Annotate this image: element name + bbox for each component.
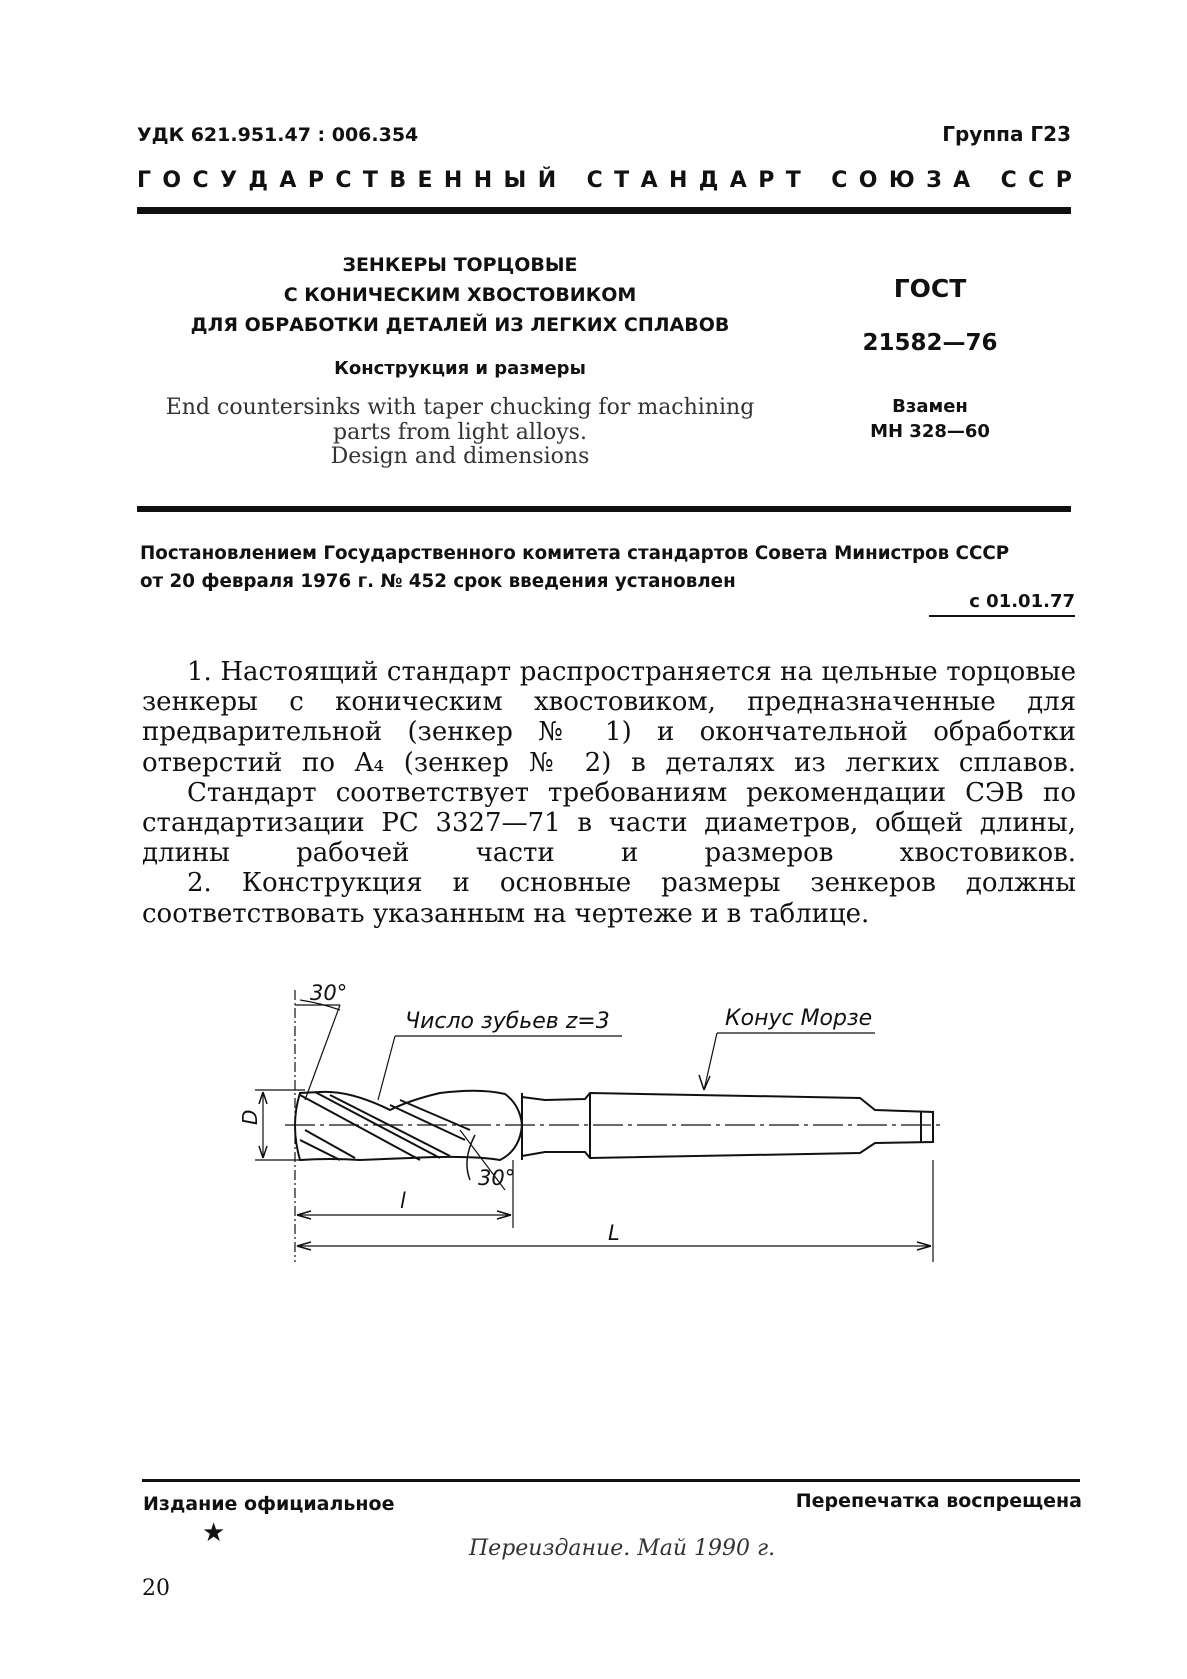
gost-label: ГОСТ — [893, 274, 967, 303]
paragraph: 2. Конструкция и основные размеры зенкеров должны соответствовать указанным на чертеже и в таблице. — [142, 868, 1076, 929]
morse-taper-label: Конус Морзе — [725, 1006, 873, 1031]
replaces-standard: МН 328—60 — [870, 421, 990, 442]
total-length-label: L — [608, 1221, 620, 1245]
header-rule — [137, 207, 1071, 214]
footer-rule — [142, 1479, 1080, 1482]
state-standard-heading: ГОСУДАРСТВЕННЫЙ СТАНДАРТ СОЮЗА ССР — [137, 168, 1084, 193]
effective-date: с 01.01.77 — [929, 591, 1075, 617]
official-edition: Издание официальное — [143, 1493, 395, 1515]
title-line: ЗЕНКЕРЫ ТОРЦОВЫЕ — [342, 254, 578, 276]
title-line: С КОНИЧЕСКИМ ХВОСТОВИКОМ — [283, 284, 637, 306]
title-line: ДЛЯ ОБРАБОТКИ ДЕТАЛЕЙ ИЗ ЛЕГКИХ СПЛАВОВ — [190, 314, 730, 336]
paragraph: Стандарт соответствует требованиям рекомендации СЭВ по стандартизации РС 3327—71 в части диаметров, общей длины, длины рабочей части и размеров хвостовиков. — [142, 777, 1076, 869]
title-en-line: End countersinks with taper chucking for machining — [165, 395, 755, 420]
countersink-drawing — [238, 970, 960, 1270]
title-subtitle: Конструкция и размеры — [334, 358, 586, 379]
title-en — [160, 396, 760, 470]
angle-top-label: 30° — [310, 981, 348, 1005]
page-number: 20 — [142, 1576, 170, 1601]
star-icon: ★ — [202, 1518, 226, 1548]
diameter-label: D — [238, 1109, 262, 1125]
body-text — [142, 657, 1076, 929]
angle-bottom-label: 30° — [478, 1166, 516, 1190]
udk-code: УДК 621.951.47 : 006.354 — [137, 124, 419, 146]
title-en-line: Design and dimensions — [330, 444, 590, 469]
title-ru — [160, 250, 760, 384]
decree-line: Постановлением Государственного комитета стандартов Совета Министров СССР — [140, 543, 1010, 564]
paragraph: 1. Настоящий стандарт распространяется на цельные торцовые зенкеры с коническим хвостовиком, предназначенные для предварительной (зенкер № 1) и окончательной обработки отверстий по A₄ (зенкер № 2) в деталях из легких сплавов. — [142, 657, 1076, 778]
work-length-label: l — [400, 1189, 406, 1213]
group-code: Группа Г23 — [942, 122, 1071, 146]
title-en-line: parts from light alloys. — [333, 419, 587, 445]
reissue-note: Переиздание. Май 1990 г. — [469, 1536, 776, 1561]
decree-line: от 20 февраля 1976 г. № 452 срок введения установлен — [140, 571, 736, 592]
reprint-forbidden: Перепечатка воспрещена — [795, 1490, 1082, 1512]
gost-number: 21582—76 — [862, 330, 998, 356]
replaces-label: Взамен — [892, 396, 968, 417]
teeth-count-label: Число зубьев z=3 — [405, 1009, 610, 1034]
title-rule — [137, 506, 1071, 512]
